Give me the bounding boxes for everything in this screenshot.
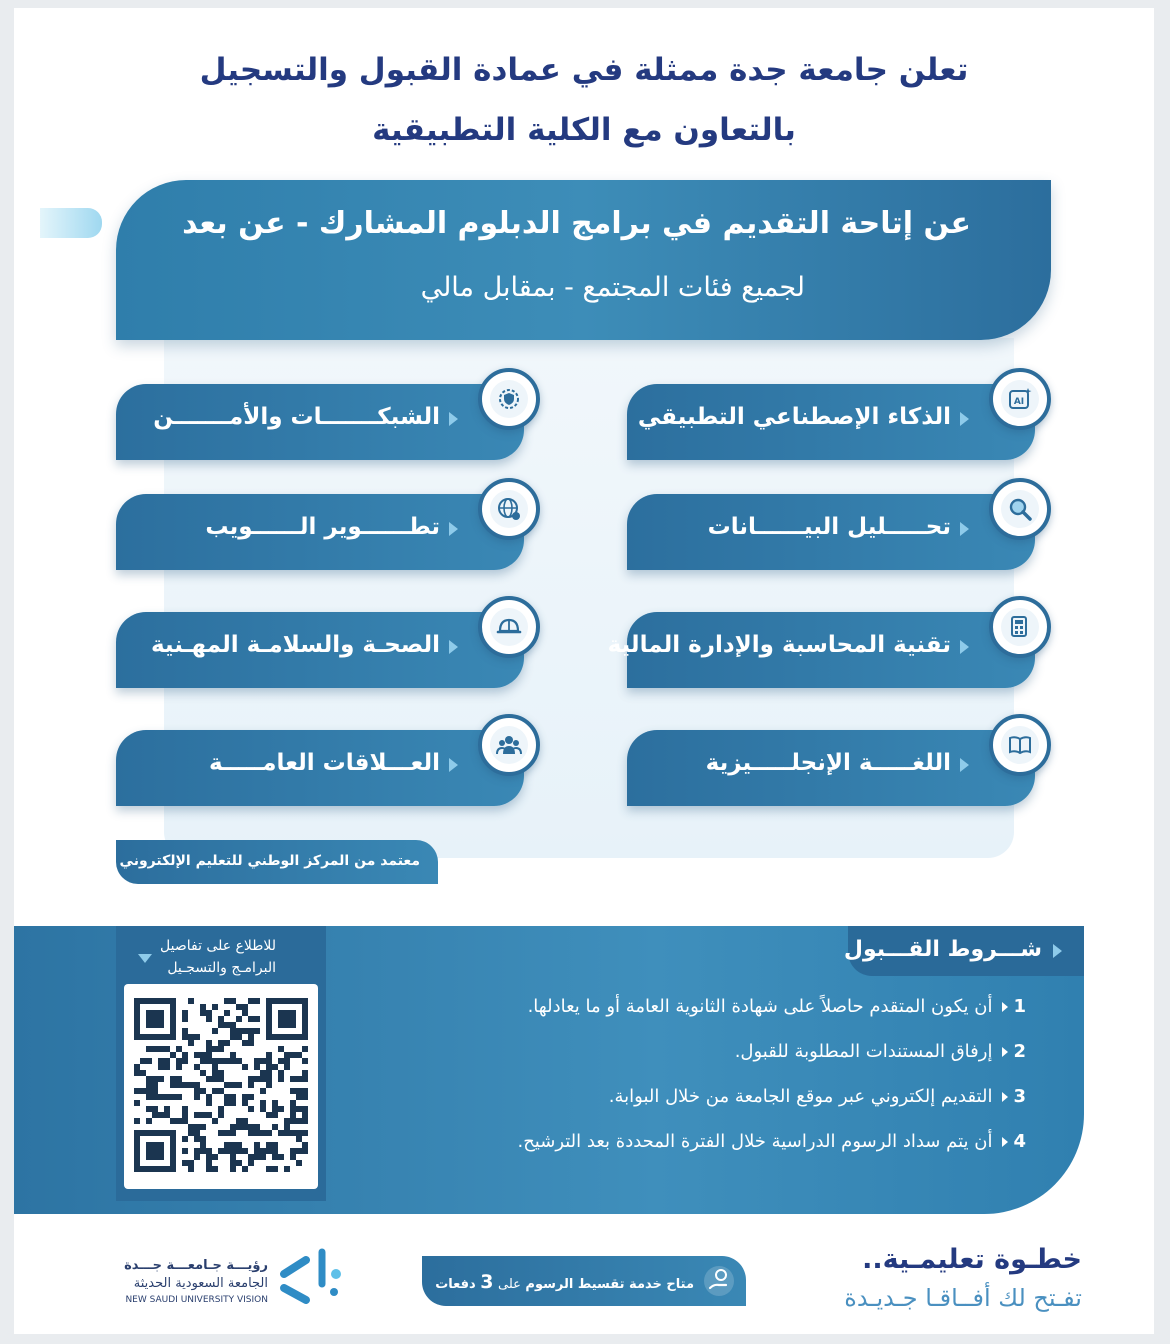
helmet-icon xyxy=(478,596,540,658)
requirement-number: 4 xyxy=(1002,1131,1026,1152)
arrow-icon xyxy=(449,758,458,772)
slogan-sub: تفـتح لك أفــاقـا جـديـدة xyxy=(844,1284,1082,1312)
arrow-icon xyxy=(449,640,458,654)
installment-badge xyxy=(422,1256,746,1306)
requirement-text: أن يتم سداد الرسوم الدراسية خلال الفترة المحددة بعد الترشيح. xyxy=(517,1131,993,1152)
installment-service: متاح خدمة تقسيط الرسوم xyxy=(525,1277,694,1292)
magnifier-icon xyxy=(989,478,1051,540)
network-security-icon xyxy=(478,368,540,430)
decorative-pill xyxy=(40,208,102,238)
requirement-number: 3 xyxy=(1002,1086,1026,1107)
program-card-networks xyxy=(116,384,524,460)
requirement-text: أن يكون المتقدم حاصلاً على شهادة الثانوية العامة أو ما يعادلها. xyxy=(527,996,993,1017)
program-card-web xyxy=(116,494,524,570)
arrow-icon xyxy=(449,412,458,426)
installment-unit: دفعات xyxy=(435,1277,476,1292)
poster xyxy=(14,8,1154,1334)
program-card-data-analysis xyxy=(627,494,1035,570)
globe-icon xyxy=(478,478,540,540)
requirement-item xyxy=(528,996,1026,1017)
program-label: الشبكـــــــات والأمـــــــن xyxy=(153,404,440,430)
requirement-text: التقديم إلكتروني عبر موقع الجامعة من خلال البوابة. xyxy=(608,1086,993,1107)
accreditation-text: معتمد من المركز الوطني للتعليم الإلكتروني xyxy=(119,853,420,869)
announcement-banner xyxy=(116,180,1051,340)
installment-on: على xyxy=(497,1277,521,1292)
qr-code[interactable] xyxy=(124,984,318,1189)
accreditation-badge xyxy=(116,840,438,884)
arrow-icon xyxy=(960,412,969,426)
qr-caption-line-2: البرامـج والتسجـيل xyxy=(167,960,276,976)
money-hand-icon xyxy=(702,1264,736,1298)
book-icon xyxy=(989,714,1051,776)
program-label: الصحـة والسلامـة المهـنية xyxy=(150,632,440,658)
accounting-icon xyxy=(989,596,1051,658)
installment-count: 3 xyxy=(480,1271,494,1293)
program-card-ai xyxy=(627,384,1035,460)
vision-text-ar-2: الجامعة السعودية الحديثة xyxy=(133,1276,268,1291)
slogan-main: خطـوة تعليمـية.. xyxy=(862,1244,1082,1275)
qr-code-graphic xyxy=(124,984,318,1189)
requirement-item xyxy=(517,1131,1026,1152)
program-card-accounting xyxy=(607,612,1035,688)
arrow-icon xyxy=(960,758,969,772)
program-card-public-relations xyxy=(116,730,524,806)
chevron-down-icon xyxy=(138,954,152,963)
requirements-heading xyxy=(843,926,1084,976)
program-card-safety xyxy=(116,612,524,688)
banner-subtitle: لجميع فئات المجتمع - بمقابل مالي xyxy=(420,272,805,303)
arrow-icon xyxy=(449,522,458,536)
requirement-number: 1 xyxy=(1002,996,1026,1017)
header-line-2: بالتعاون مع الكلية التطبيقية xyxy=(372,112,796,148)
requirement-number: 2 xyxy=(1002,1041,1026,1062)
installment-text xyxy=(435,1271,694,1293)
banner-title: عن إتاحة التقديم في برامج الدبلوم المشارك - عن بعد xyxy=(182,206,971,241)
program-label: تطــــــوير الــــــويب xyxy=(205,514,440,540)
requirements-heading-text: شـــروط القـــبول xyxy=(843,937,1042,962)
arrow-icon xyxy=(960,640,969,654)
requirement-item xyxy=(609,1086,1026,1107)
qr-caption-line-1: للاطلاع على تفاصيل xyxy=(160,938,276,954)
vision-text-ar-1: رؤيـــة جـامعـــة جـــدة xyxy=(124,1258,268,1273)
people-icon xyxy=(478,714,540,776)
header-line-1: تعلن جامعة جدة ممثلة في عمادة القبول والتسجيل xyxy=(199,52,969,88)
program-label: تحـــــليل البيــــــانات xyxy=(707,514,951,540)
vision-logo xyxy=(276,1244,346,1308)
ai-icon xyxy=(989,368,1051,430)
requirement-text: إرفاق المستندات المطلوبة للقبول. xyxy=(734,1041,993,1062)
svg-text:AI: AI xyxy=(1013,397,1025,407)
requirement-item xyxy=(735,1041,1026,1062)
program-card-english xyxy=(627,730,1035,806)
program-label: الذكاء الإصطناعي التطبيقي xyxy=(637,404,951,430)
vision-text-en: NEW SAUDI UNIVERSITY VISION xyxy=(125,1295,268,1305)
arrow-icon xyxy=(1053,944,1062,958)
program-label: العـــلاقات العامـــــة xyxy=(209,750,440,776)
program-label: اللغـــــة الإنجلـــــيزية xyxy=(705,750,951,776)
program-label: تقنية المحاسبة والإدارة المالية xyxy=(607,632,951,658)
qr-card xyxy=(116,926,326,1201)
arrow-icon xyxy=(960,522,969,536)
